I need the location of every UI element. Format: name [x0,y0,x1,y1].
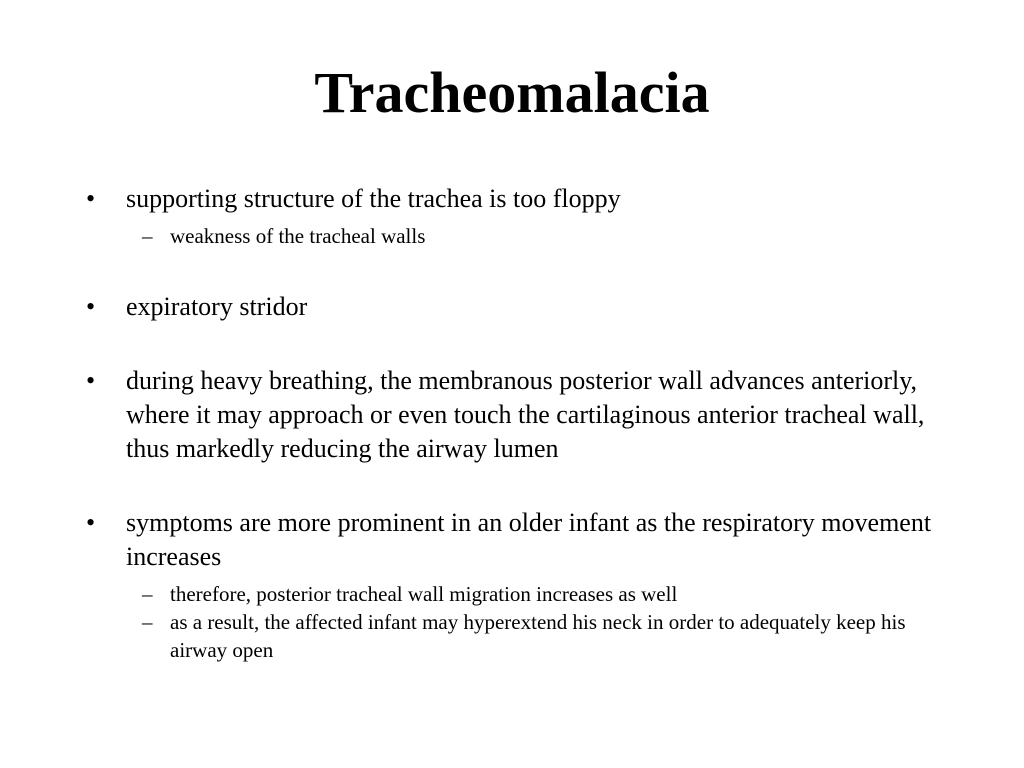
bullet-item [0,290,1024,324]
bullet-marker: • [86,366,96,395]
bullet-marker: • [86,508,96,537]
bullet-marker: • [86,184,96,213]
sub-bullet-marker: – [142,224,153,248]
bullet-item [0,364,1024,466]
bullet-text: expiratory stridor [126,292,308,321]
sub-bullet-marker: – [142,610,153,634]
sub-bullet-marker: – [142,582,153,606]
sub-bullet-list [126,222,934,250]
sub-bullet-item [126,580,934,608]
sub-bullet-text: therefore, posterior tracheal wall migration increases as well [170,582,678,606]
slide-title: Tracheomalacia [314,60,710,125]
sub-bullet-item [126,222,934,250]
bullet-text: symptoms are more prominent in an older infant as the respiratory movement increases [126,508,932,571]
bullet-item [0,506,1024,664]
sub-bullet-text: weakness of the tracheal walls [170,224,426,248]
bullet-text: supporting structure of the trachea is too floppy [126,184,621,213]
sub-bullet-text: as a result, the affected infant may hyperextend his neck in order to adequately keep his airway open [170,610,906,662]
bullet-marker: • [86,292,96,321]
bullet-item [0,182,1024,250]
sub-bullet-item [126,608,934,664]
bullet-list [0,182,1024,664]
bullet-text: during heavy breathing, the membranous posterior wall advances anteriorly, where it may approach or even touch the cartilaginous anterior tracheal wall, thus markedly reducing the airway lumen [126,366,925,463]
sub-bullet-list [126,580,934,664]
